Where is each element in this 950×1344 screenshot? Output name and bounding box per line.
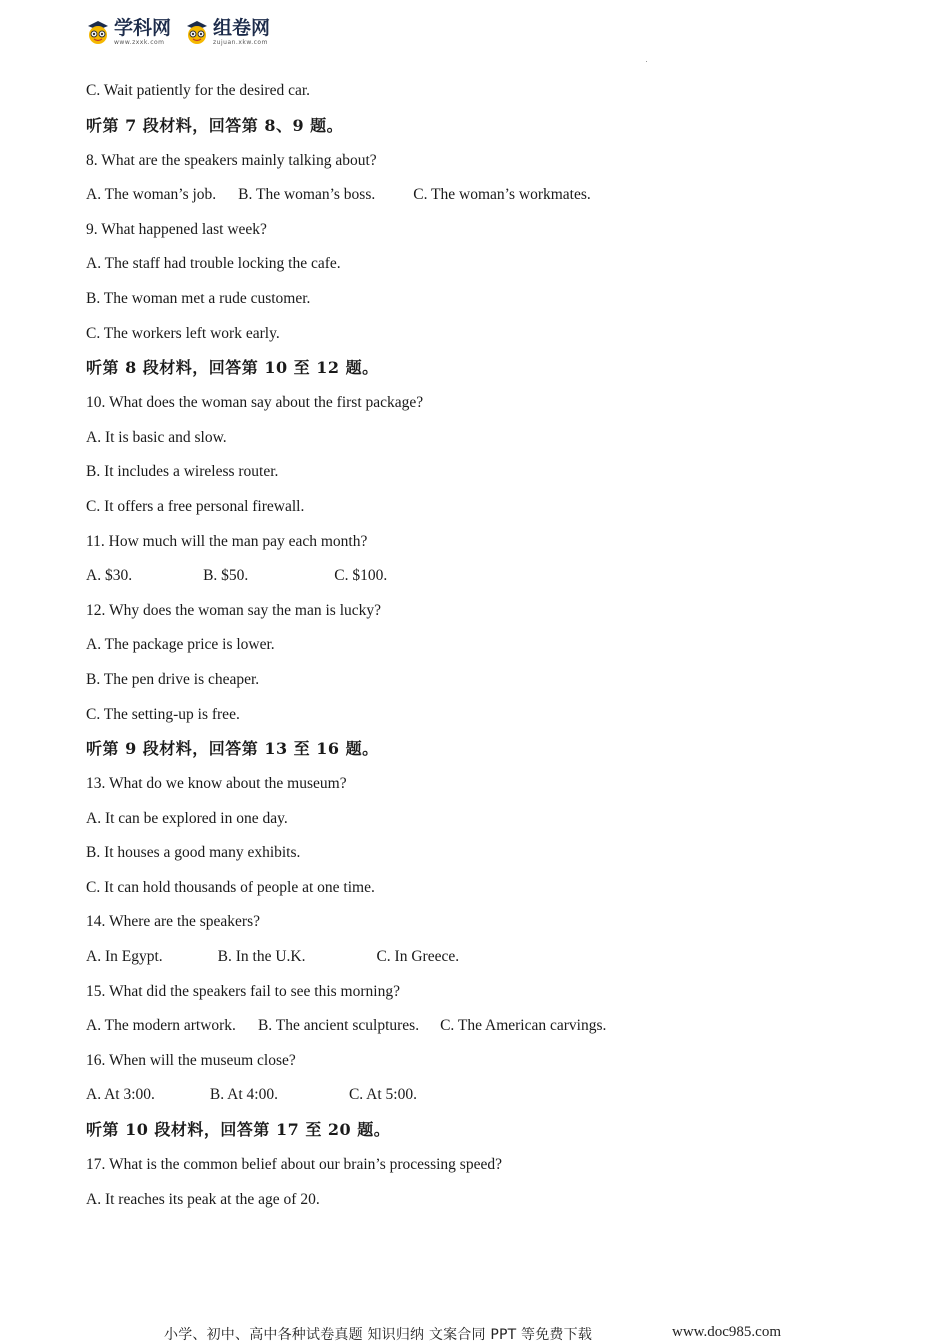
answer-option: A. The modern artwork. xyxy=(86,1017,236,1035)
answer-option: B. The woman met a rude customer. xyxy=(86,289,311,307)
answer-option: A. The woman’s job. xyxy=(86,186,217,204)
section-heading: 听第 9 段材料，回答第 13 至 16 题。 xyxy=(86,739,379,759)
answer-option: A. It can be explored in one day. xyxy=(86,809,288,827)
question-text: 17. What is the common belief about our brain’s processing speed? xyxy=(86,1156,502,1174)
question-text: 8. What are the speakers mainly talking about? xyxy=(86,151,377,169)
section-heading: 听第 7 段材料，回答第 8、9 题。 xyxy=(86,115,344,135)
mascot-icon xyxy=(86,19,110,45)
options-row xyxy=(86,182,786,217)
answer-option: B. The woman’s boss. xyxy=(238,186,376,204)
answer-option: A. It reaches its peak at the age of 20. xyxy=(86,1190,320,1208)
answer-option: A. The package price is lower. xyxy=(86,636,275,654)
document-body xyxy=(86,78,786,1221)
question-text: 11. How much will the man pay each month? xyxy=(86,532,368,550)
answer-option: B. The ancient sculptures. xyxy=(257,1017,420,1035)
section-heading: 听第 8 段材料，回答第 10 至 12 题。 xyxy=(86,358,379,378)
xuekewang-logo xyxy=(86,16,172,46)
answer-option: C. The woman’s workmates. xyxy=(413,186,591,204)
section-heading: 听第 10 段材料，回答第 17 至 20 题。 xyxy=(86,1120,391,1140)
footer-text: 小学、初中、高中各种试卷真题 知识归纳 文案合同 PPT 等免费下载 xyxy=(164,1327,593,1343)
question-text: 15. What did the speakers fail to see this morning? xyxy=(86,982,400,1000)
answer-option: C. In Greece. xyxy=(376,948,460,966)
answer-option: B. The pen drive is cheaper. xyxy=(86,670,260,688)
answer-option: C. $100. xyxy=(334,567,388,585)
options-row xyxy=(86,1013,786,1048)
question-text: 14. Where are the speakers? xyxy=(86,913,260,931)
answer-option: B. At 4:00. xyxy=(209,1086,278,1104)
answer-option: C. It offers a free personal firewall. xyxy=(86,497,305,515)
options-row xyxy=(86,944,786,979)
logo-name: 学科网 xyxy=(114,16,172,39)
answer-option: C. It can hold thousands of people at one time. xyxy=(86,878,375,896)
options-row xyxy=(86,1082,786,1117)
answer-option: A. The staff had trouble locking the cafe. xyxy=(86,255,341,273)
mascot-icon xyxy=(185,19,209,45)
answer-option: C. Wait patiently for the desired car. xyxy=(86,82,311,99)
answer-option: A. It is basic and slow. xyxy=(86,428,227,446)
answer-option: A. At 3:00. xyxy=(86,1086,155,1104)
question-text: 12. Why does the woman say the man is lucky? xyxy=(86,601,382,619)
zujuanwang-logo xyxy=(185,16,271,46)
logo-url: www.zxxk.com xyxy=(114,38,165,46)
page-header xyxy=(86,14,270,50)
footer-link[interactable]: www.doc985.com xyxy=(672,1324,782,1340)
question-text: 10. What does the woman say about the first package? xyxy=(86,394,424,412)
answer-option: B. $50. xyxy=(203,567,249,585)
answer-option: B. It houses a good many exhibits. xyxy=(86,844,301,862)
logo-url: zujuan.xkw.com xyxy=(213,38,268,46)
answer-option: B. It includes a wireless router. xyxy=(86,463,279,481)
question-text: 9. What happened last week? xyxy=(86,220,267,238)
page-footer xyxy=(0,1322,950,1344)
answer-option: C. The setting-up is free. xyxy=(86,705,240,723)
answer-option: C. The workers left work early. xyxy=(86,324,280,342)
answer-option: C. At 5:00. xyxy=(348,1086,417,1104)
answer-option: A. $30. xyxy=(86,567,133,585)
logo-name: 组卷网 xyxy=(213,16,271,39)
stray-dot xyxy=(646,61,647,62)
question-text: 13. What do we know about the museum? xyxy=(86,775,347,793)
answer-option: A. In Egypt. xyxy=(86,948,163,966)
answer-option: C. The American carvings. xyxy=(440,1017,607,1035)
options-row xyxy=(86,563,786,598)
question-text: 16. When will the museum close? xyxy=(86,1051,296,1069)
answer-option: B. In the U.K. xyxy=(217,948,306,966)
